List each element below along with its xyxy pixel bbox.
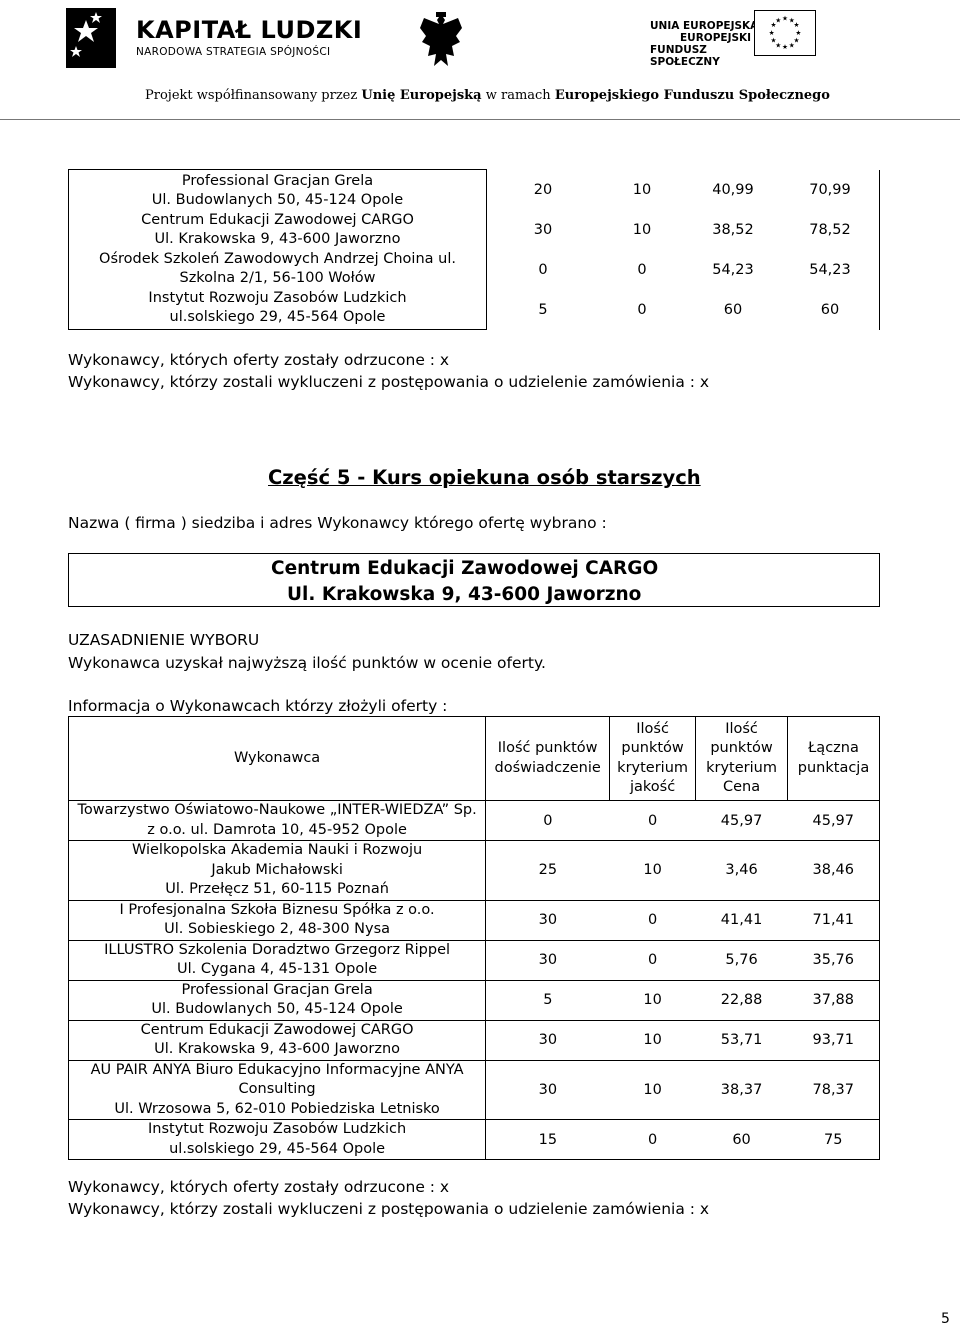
contractor-cell (69, 940, 486, 980)
svg-text:★: ★ (793, 36, 800, 45)
score-quality: 0 (610, 940, 696, 980)
table-row (69, 1120, 880, 1160)
header-contractor (69, 717, 486, 801)
contractor-address: Ul. Krakowska 9, 43-600 Jaworzno (154, 231, 401, 247)
header-text: Cena (722, 779, 761, 795)
header-text: Ilość (636, 720, 669, 737)
eu-flag-icon (754, 10, 816, 56)
rejected-contractors-line: Wykonawcy, których oferty zostały odrzucone : x (68, 1178, 450, 1196)
contractor-names-cell (69, 170, 487, 330)
contractor-line: Centrum Edukacji Zawodowej CARGO (140, 1021, 414, 1038)
contractor-line: Wielkopolska Akademia Nauki i Rozwoju (131, 842, 423, 858)
score-quality: 0 (610, 1120, 696, 1160)
excluded-contractors-line: Wykonawcy, którzy zostali wykluczeni z postępowania o udzielenie zamówienia : x (68, 1200, 710, 1218)
header-total (788, 717, 880, 801)
table-row (69, 801, 880, 841)
contractor-name: Centrum Edukacji Zawodowej CARGO (141, 211, 414, 228)
score-experience: 20 (533, 181, 553, 198)
score-total: 54,23 (809, 261, 851, 278)
score-total: 60 (820, 301, 840, 318)
eu-line-2: EUROPEJSKI (680, 32, 752, 44)
score-price: 41,41 (696, 900, 788, 940)
contractor-line: ILLUSTRO Szkolenia Doradztwo Grzegorz Rippel (104, 941, 451, 958)
contractor-line: AU PAIR ANYA Biuro Edukacyjno Informacyjne ANYA (90, 1061, 464, 1078)
project-mid: w ramach (481, 88, 555, 103)
score-experience: 30 (486, 1020, 610, 1060)
table-row (69, 980, 880, 1020)
page-header (0, 0, 960, 122)
table-row (69, 940, 880, 980)
svg-text:★: ★ (782, 43, 788, 52)
logo-subtitle: NARODOWA STRATEGIA SPÓJNOŚCI (136, 46, 331, 58)
contractor-cell (69, 1020, 486, 1060)
offers-table-previous-part (68, 169, 880, 330)
score-price: 5,76 (696, 940, 788, 980)
contractor-cell (69, 841, 486, 901)
score-total: 78,37 (788, 1060, 880, 1120)
score-quality: 10 (632, 181, 652, 198)
score-price: 3,46 (696, 841, 788, 901)
score-experience: 30 (486, 940, 610, 980)
contractor-line: Consulting (238, 1081, 316, 1097)
score-experience: 30 (486, 1060, 610, 1120)
header-text: punktów (621, 740, 684, 756)
header-quality (610, 717, 696, 801)
page-number: 5 (941, 1311, 950, 1327)
score-row (487, 210, 879, 250)
score-total: 78,52 (809, 221, 851, 238)
header-text: punktacja (797, 759, 870, 776)
table-row (69, 841, 880, 901)
part-heading: Część 5 - Kurs opiekuna osób starszych (268, 466, 701, 489)
contractor-line: Jakub Michałowski (211, 861, 343, 878)
winner-name: Centrum Edukacji Zawodowej CARGO (271, 558, 659, 579)
contractor-cell (69, 801, 486, 841)
score-price: 54,23 (712, 261, 754, 278)
score-quality: 10 (610, 980, 696, 1020)
svg-text:★: ★ (795, 28, 802, 37)
justification-title: UZASADNIENIE WYBORU (68, 631, 260, 649)
header-text: jakość (630, 779, 676, 795)
offers-table (68, 716, 880, 1160)
score-quality: 10 (610, 841, 696, 901)
score-price: 60 (723, 301, 743, 318)
header-text: Łączna (808, 740, 859, 756)
score-price: 38,52 (712, 221, 754, 238)
score-quality: 0 (610, 801, 696, 841)
header-price (696, 717, 788, 801)
score-experience: 0 (538, 261, 548, 278)
contractor-address: ul.solskiego 29, 45-564 Opole (169, 309, 386, 325)
project-fund: Europejskiego Funduszu Społecznego (554, 88, 830, 103)
contractor-line: z o.o. ul. Damrota 10, 45-952 Opole (147, 821, 407, 838)
contractor-line: Ul. Wrzosowa 5, 62-010 Pobiedziska Letnisko (114, 1100, 440, 1117)
table-row (69, 1020, 880, 1060)
svg-text:★: ★ (793, 21, 800, 30)
header-text: Ilość (725, 720, 758, 737)
winner-box (68, 553, 880, 607)
svg-text:★: ★ (775, 41, 782, 50)
score-total: 71,41 (788, 900, 880, 940)
score-total: 93,71 (788, 1020, 880, 1060)
score-quality: 10 (632, 221, 652, 238)
contractor-line: Ul. Budowlanych 50, 45-124 Opole (151, 1001, 403, 1017)
eu-label (650, 20, 760, 68)
contractor-line: Ul. Sobieskiego 2, 48-300 Nysa (164, 921, 391, 937)
header-divider (0, 119, 960, 120)
svg-text:★: ★ (775, 16, 782, 25)
contractor-line: Ul. Przełęcz 51, 60-115 Poznań (165, 881, 389, 897)
score-row (487, 170, 879, 210)
score-experience: 30 (533, 221, 553, 238)
header-text: kryterium (706, 759, 777, 776)
score-total: 45,97 (788, 801, 880, 841)
table-row (69, 1060, 880, 1120)
svg-text:★: ★ (768, 28, 775, 37)
excluded-contractors-line: Wykonawcy, którzy zostali wykluczeni z postępowania o udzielenie zamówienia : x (68, 373, 710, 391)
svg-text:★: ★ (770, 36, 777, 45)
score-row (487, 290, 879, 330)
header-experience (486, 717, 610, 801)
contractor-name: Instytut Rozwoju Zasobów Ludzkich (148, 289, 407, 306)
contractor-cell (69, 900, 486, 940)
svg-text:★: ★ (770, 21, 777, 30)
contractor-address: Ul. Budowlanych 50, 45-124 Opole (151, 192, 404, 208)
score-experience: 30 (486, 900, 610, 940)
header-contractor-label: Wykonawca (233, 749, 321, 766)
score-experience: 5 (538, 301, 548, 318)
chosen-contractor-label: Nazwa ( firma ) siedziba i adres Wykonawcy którego ofertę wybrano : (68, 514, 607, 532)
score-price: 40,99 (712, 181, 754, 198)
scores-cell (487, 170, 880, 330)
justification-text: Wykonawca uzyskał najwyższą ilość punktów w ocenie oferty. (68, 654, 546, 672)
table-row (69, 900, 880, 940)
score-price: 22,88 (696, 980, 788, 1020)
header-text: kryterium (617, 759, 689, 776)
table-header-row (69, 717, 880, 801)
project-eu: Unię Europejską (361, 88, 482, 103)
score-price: 60 (696, 1120, 788, 1160)
svg-text:★: ★ (782, 14, 788, 23)
contractor-line: Towarzystwo Oświatowo-Naukowe „INTER-WIEDZA” Sp. (77, 802, 477, 818)
contractor-line: Instytut Rozwoju Zasobów Ludzkich (148, 1121, 407, 1137)
score-experience: 15 (486, 1120, 610, 1160)
score-price: 53,71 (696, 1020, 788, 1060)
score-quality: 10 (610, 1020, 696, 1060)
score-row (487, 250, 879, 290)
contractor-name: Ośrodek Szkoleń Zawodowych Andrzej Choina ul. (99, 250, 456, 267)
score-experience: 25 (486, 841, 610, 901)
score-total: 35,76 (788, 940, 880, 980)
contractor-line: I Profesjonalna Szkoła Biznesu Spółka z o.o. (119, 901, 435, 918)
contractor-line: Ul. Krakowska 9, 43-600 Jaworzno (154, 1041, 401, 1057)
svg-text:★: ★ (788, 16, 795, 25)
score-total: 37,88 (788, 980, 880, 1020)
score-quality: 0 (637, 261, 647, 278)
score-experience: 0 (486, 801, 610, 841)
score-total: 75 (788, 1120, 880, 1160)
contractor-cell (69, 1120, 486, 1160)
eu-line-3: FUNDUSZ SPOŁECZNY (650, 44, 720, 68)
score-price: 45,97 (696, 801, 788, 841)
contractor-name: Professional Gracjan Grela (181, 172, 374, 189)
contractor-address: Szkolna 2/1, 56-100 Wołów (179, 270, 376, 286)
rejected-contractors-line: Wykonawcy, których oferty zostały odrzucone : x (68, 351, 450, 369)
svg-text:★: ★ (788, 41, 795, 50)
score-experience: 5 (486, 980, 610, 1020)
logo-title: KAPITAŁ LUDZKI (136, 16, 363, 44)
project-prefix: Projekt współfinansowany przez (145, 88, 362, 103)
score-quality: 10 (610, 1060, 696, 1120)
header-text: punktów (710, 740, 773, 756)
header-text: Ilość punktów (497, 740, 598, 756)
contractor-line: Ul. Cygana 4, 45-131 Opole (176, 961, 378, 977)
score-quality: 0 (637, 301, 647, 318)
score-price: 38,37 (696, 1060, 788, 1120)
contractor-line: Professional Gracjan Grela (181, 981, 373, 998)
header-text: doświadczenie (494, 759, 601, 776)
contractor-line: ul.solskiego 29, 45-564 Opole (169, 1140, 386, 1157)
score-total: 70,99 (809, 181, 851, 198)
eu-line-1: UNIA EUROPEJSKA (650, 20, 759, 32)
polish-eagle-emblem (418, 12, 464, 70)
contractor-cell (69, 1060, 486, 1120)
score-total: 38,46 (788, 841, 880, 901)
contractor-cell (69, 980, 486, 1020)
winner-address: Ul. Krakowska 9, 43-600 Jaworzno (287, 584, 642, 605)
score-quality: 0 (610, 900, 696, 940)
project-cofinancing-line (145, 88, 830, 103)
offers-info-label: Informacja o Wykonawcach którzy złożyli oferty : (68, 697, 448, 715)
